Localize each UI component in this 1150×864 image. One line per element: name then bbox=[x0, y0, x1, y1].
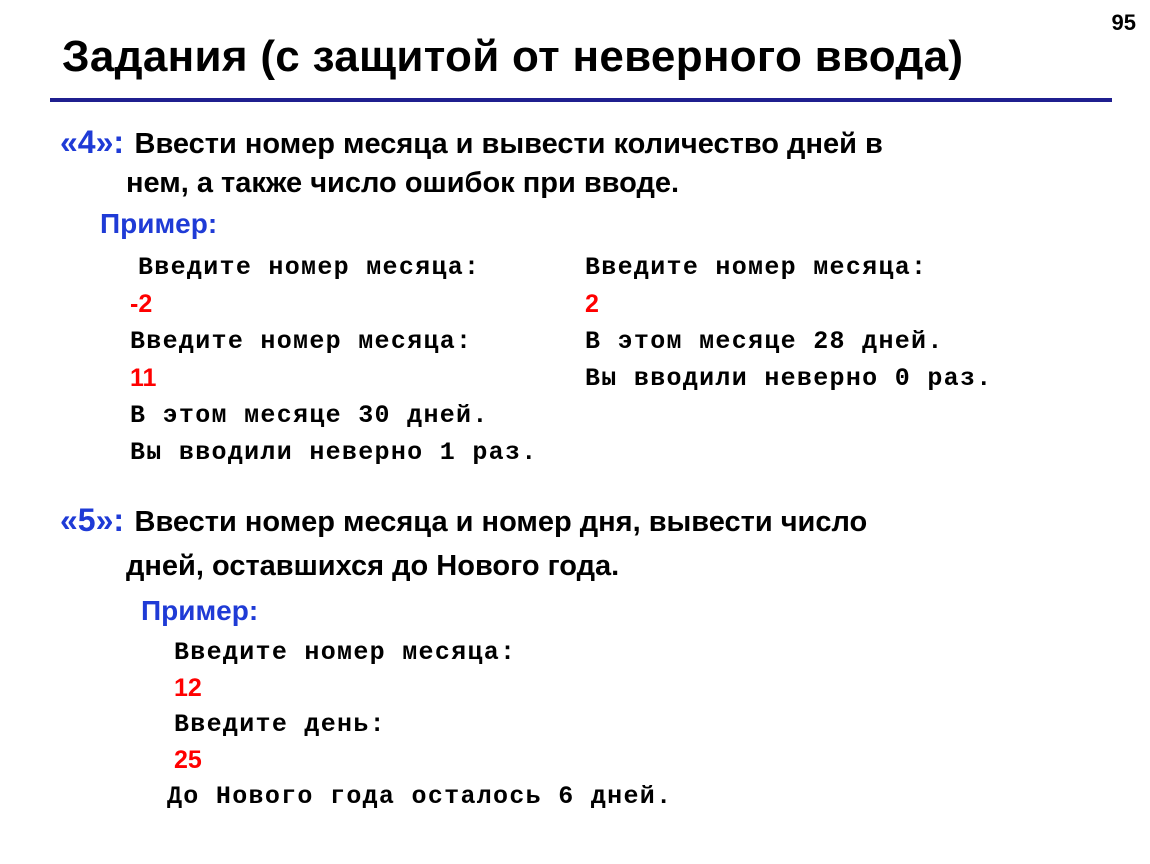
console-input: 25 bbox=[174, 746, 202, 774]
console-input: -2 bbox=[130, 290, 153, 318]
task5-example bbox=[167, 638, 672, 818]
task4-example-label: Пример: bbox=[100, 208, 218, 239]
task5-heading bbox=[60, 502, 867, 539]
slide-number: 95 bbox=[1111, 10, 1136, 35]
slide-title: Задания (с защитой от неверного ввода) bbox=[62, 32, 964, 81]
task4-example-left bbox=[130, 253, 538, 475]
console-line: Вы вводили неверно 0 раз. bbox=[585, 364, 993, 393]
task5-text-line2: дней, оставшихся до Нового года. bbox=[126, 550, 620, 582]
task5-example-label: Пример: bbox=[141, 595, 259, 626]
console-input: 2 bbox=[585, 290, 599, 318]
console-line: Введите номер месяца: bbox=[174, 638, 517, 667]
title-divider bbox=[50, 98, 1112, 102]
console-line: Введите номер месяца: bbox=[138, 253, 481, 282]
task4-mark: «4»: bbox=[60, 124, 125, 160]
console-line: В этом месяце 28 дней. bbox=[585, 327, 944, 356]
task4-example-right bbox=[585, 253, 993, 401]
console-line: Вы вводили неверно 1 раз. bbox=[130, 438, 538, 467]
console-input: 11 bbox=[130, 364, 157, 392]
task5-mark: «5»: bbox=[60, 502, 125, 538]
task5-text-line1: Ввести номер месяца и номер дня, вывести число bbox=[134, 506, 868, 538]
task4-text-line1: Ввести номер месяца и вывести количество дней в bbox=[134, 128, 883, 160]
console-line: До Нового года осталось 6 дней. bbox=[167, 782, 673, 811]
console-input: 12 bbox=[174, 674, 202, 702]
console-line: Введите номер месяца: bbox=[585, 253, 928, 282]
task4-text-line2: нем, а также число ошибок при вводе. bbox=[126, 167, 680, 199]
console-line: Введите номер месяца: bbox=[130, 327, 473, 356]
task4-heading bbox=[60, 124, 883, 161]
console-line: В этом месяце 30 дней. bbox=[130, 401, 489, 430]
console-line: Введите день: bbox=[174, 710, 386, 739]
